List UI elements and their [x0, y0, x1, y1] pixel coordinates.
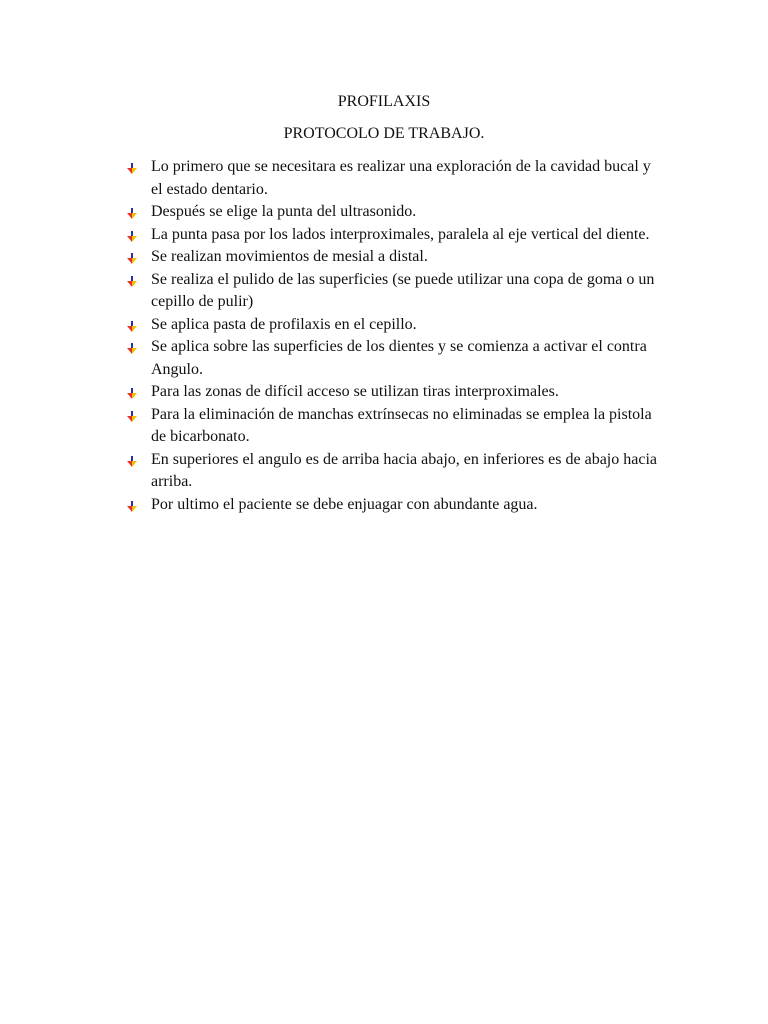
list-item	[126, 336, 666, 381]
list-item-text: La punta pasa por los lados interproximales, paralela al eje vertical del diente.	[151, 225, 650, 243]
list-item	[126, 246, 666, 269]
list-item-text: Para las zonas de difícil acceso se utilizan tiras interproximales.	[151, 383, 559, 400]
list-item-text: Se realizan movimientos de mesial a distal.	[151, 248, 428, 265]
list-item	[126, 269, 666, 314]
list-item	[126, 201, 666, 224]
list-item-text: Por ultimo el paciente se debe enjuagar con abundante agua.	[151, 495, 538, 513]
list-item-text: En superiores el angulo es de arriba hacia abajo, en inferiores es de abajo hacia arriba.	[151, 450, 657, 490]
down-arrow-bullet-icon	[127, 388, 137, 399]
down-arrow-bullet-icon	[127, 411, 137, 422]
down-arrow-bullet-icon	[127, 276, 137, 287]
down-arrow-bullet-icon	[127, 456, 137, 467]
list-item	[126, 404, 666, 449]
down-arrow-bullet-icon	[127, 163, 137, 174]
down-arrow-bullet-icon	[127, 253, 137, 264]
list-item	[126, 156, 666, 201]
list-item	[126, 449, 666, 494]
document-subtitle: PROTOCOLO DE TRABAJO.	[283, 125, 485, 142]
document-title: PROFILAXIS	[337, 93, 431, 110]
down-arrow-bullet-icon	[127, 208, 137, 219]
list-item-text: Después se elige la punta del ultrasonido.	[151, 203, 417, 220]
list-item	[126, 314, 666, 337]
list-item-text: Se aplica pasta de profilaxis en el cepillo.	[151, 315, 417, 333]
list-item-text: Para la eliminación de manchas extrínsecas no eliminadas se emplea la pistola de bicarbonato.	[151, 405, 652, 445]
down-arrow-bullet-icon	[127, 231, 137, 242]
list-item-text: Se realiza el pulido de las superficies (se puede utilizar una copa de goma o un cepillo de pulir)	[151, 270, 655, 310]
list-item-text: Se aplica sobre las superficies de los dientes y se comienza a activar el contra Angulo.	[151, 338, 647, 378]
down-arrow-bullet-icon	[127, 501, 137, 512]
down-arrow-bullet-icon	[127, 343, 137, 354]
list-item	[126, 224, 666, 247]
protocol-list	[126, 156, 666, 516]
list-item	[126, 494, 666, 517]
list-item-text: Lo primero que se necesitara es realizar una exploración de la cavidad bucal y el estado dentario.	[151, 158, 651, 198]
down-arrow-bullet-icon	[127, 321, 137, 332]
list-item	[126, 381, 666, 404]
